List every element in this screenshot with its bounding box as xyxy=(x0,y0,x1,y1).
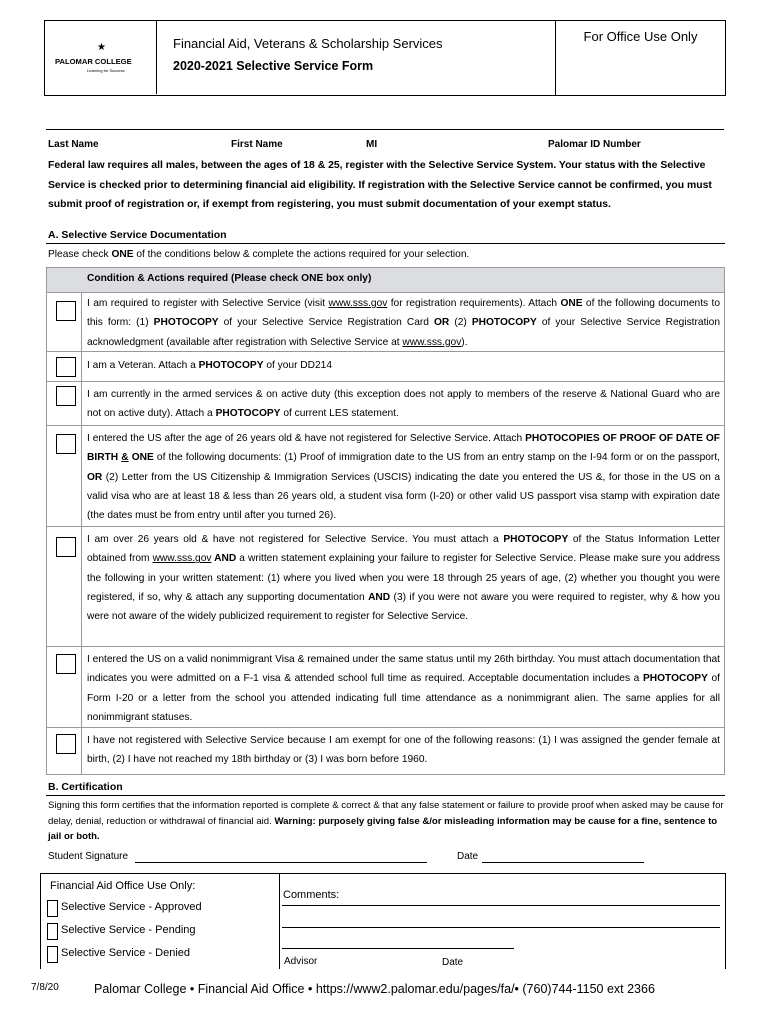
condition-row-veteran xyxy=(47,352,724,382)
pending-checkbox[interactable] xyxy=(47,923,58,940)
conditions-table-header: Condition & Actions required (Please check ONE box only) xyxy=(47,268,724,293)
fa-office-title: Financial Aid Office Use Only: xyxy=(50,880,196,892)
first-name-label: First Name xyxy=(231,139,283,150)
condition-text-1: I am required to register with Selective Service (visit www.sss.gov for registration requirements). Attach ONE of the following documents to this form: (1) PHOTOCOPY of your Selective Service Registration Card OR (2) PHOTOCOPY of your Selective Service Registration acknowledgment (available after registration with Selective Service at www.sss.gov). xyxy=(87,298,720,348)
section-a-rule xyxy=(46,243,725,244)
comments-line-1[interactable] xyxy=(282,905,720,906)
condition-row-active-duty xyxy=(47,382,724,426)
condition-text-7: I have not registered with Selective Service because I am exempt for one of the following reasons: (1) I was assigned the gender female at birth, (2) I have not reached my 18th birthday or (3) I was born before 1960. xyxy=(87,735,720,766)
approved-checkbox[interactable] xyxy=(47,900,58,917)
mi-label: MI xyxy=(366,139,378,150)
logo-name: PALOMAR COLLEGE xyxy=(55,57,132,66)
federal-notice: Federal law requires all males, between the ages of 18 & 25, register with the Selective Service System. Your status with the Selective Service is checked prior to determining financial aid eligibility. If registration with the Selective Service cannot be confirmed, you must submit proof of registration or, if exempt from registering, you must submit documentation of your exempt status. xyxy=(48,160,712,210)
date-line[interactable] xyxy=(482,862,644,863)
comments-line-2[interactable] xyxy=(282,927,720,928)
name-field-line[interactable] xyxy=(46,129,724,130)
condition-text-6: I entered the US on a valid nonimmigrant Visa & remained under the same status until my 26th birthday. You must attach documentation that indicates you were admitted on a F-1 visa & attended school full time as required. Acceptable documentation includes a PHOTOCOPY of Form I-20 or a letter from the school you attended indicating full time attendance as a nonimmigrant alien. The same applies for all nonimmigrant statuses. xyxy=(87,654,720,723)
svg-text:★: ★ xyxy=(97,42,106,53)
sss-link[interactable]: www.sss.gov xyxy=(152,553,212,565)
form-title: 2020-2021 Selective Service Form xyxy=(173,59,374,73)
condition-checkbox-7[interactable] xyxy=(56,734,76,754)
section-b-title: B. Certification xyxy=(48,781,123,793)
department-name: Financial Aid, Veterans & Scholarship Services xyxy=(173,36,443,51)
fa-office-use-box: Financial Aid Office Use Only: Selective Service - Approved Selective Service - Pending Selective Service - Denied xyxy=(40,873,280,969)
conditions-table xyxy=(46,267,725,775)
revision-date: 7/8/20 xyxy=(31,982,59,993)
condition-checkbox-1[interactable] xyxy=(56,301,76,321)
condition-text-3: I am currently in the armed services & on active duty (this exception does not apply to members of the reserve & National Guard who are not on active duty). Attach a PHOTOCOPY of current LES statement. xyxy=(87,389,720,420)
condition-checkbox-4[interactable] xyxy=(56,434,76,454)
sss-link[interactable]: www.sss.gov xyxy=(328,298,388,309)
certification-warning: Warning: purposely giving false &/or misleading information may be cause for a fine, sentence to jail or both. xyxy=(48,815,718,842)
section-a-instructions: Please check ONE of the conditions below & complete the actions required for your selection. xyxy=(48,249,470,260)
denied-checkbox[interactable] xyxy=(47,946,58,963)
logo-tagline: Learning for Success xyxy=(87,68,125,73)
condition-text-5: I am over 26 years old & have not registered for Selective Service. You must attach a PHOTOCOPY of the Status Information Letter obtained from www.sss.gov AND a written statement explaining your failure to register for Selective Service. Please make sure you address the following in your written statement: (1) where you lived when you were 18 through 25 years of age, (2) whether you thought you were registered, if so, why & attach any supporting documentation AND (3) if you were not aware you were required to register, why & how you were not aware of the widely publicized requirement to register for Selective Service. xyxy=(87,534,720,623)
certification-text: Signing this form certifies that the information reported is complete & correct & that any false statement or failure to provide proof when asked may be cause for delay, denial, reduction or withdrawal of financial aid. Warning: purposely giving false &/or misleading information may be cause for a fine, sentence to jail or both. xyxy=(48,800,724,842)
logo-cell xyxy=(45,21,157,94)
condition-row-over-26 xyxy=(47,527,724,647)
condition-checkbox-3[interactable] xyxy=(56,386,76,406)
condition-checkbox-6[interactable] xyxy=(56,654,76,674)
advisor-line[interactable] xyxy=(282,948,514,949)
condition-row-entered-after-26 xyxy=(47,426,724,527)
office-use-label: For Office Use Only xyxy=(583,29,698,44)
condition-text-4: I entered the US after the age of 26 years old & have not registered for Selective Service. Attach PHOTOCOPIES OF PROOF OF DATE OF BIRTH & ONE of the following documents: (1) Proof of immigration date to the US from an entry stamp on the I-94 form or on the passport, OR (2) Letter from the US Citizenship & Immigration Services (USCIS) indicating the date you entered the US &, for those in the US on a valid visa who are at least 18 & less than 26 years old, a student visa form (I-20) or other valid US passport visa stamp with expiration date (the dates must be from entry until after you turned 26). xyxy=(87,433,720,522)
comments-box xyxy=(280,873,726,969)
condition-row-nonimmigrant xyxy=(47,647,724,728)
section-b-rule xyxy=(46,795,725,796)
condition-text-2: I am a Veteran. Attach a PHOTOCOPY of your DD214 xyxy=(87,360,333,371)
condition-row-exempt xyxy=(47,728,724,775)
student-signature-label: Student Signature xyxy=(48,851,129,862)
condition-checkbox-2[interactable] xyxy=(56,357,76,377)
condition-checkbox-5[interactable] xyxy=(56,537,76,557)
date-label: Date xyxy=(457,851,479,862)
header-box xyxy=(44,20,556,96)
advisor-date-label: Date xyxy=(442,957,464,968)
office-use-box xyxy=(556,20,726,96)
comments-label: Comments: xyxy=(283,889,340,901)
palomar-logo xyxy=(53,39,149,77)
palomar-id-label: Palomar ID Number xyxy=(548,139,641,150)
student-signature-line[interactable] xyxy=(135,862,427,863)
advisor-label: Advisor xyxy=(284,956,318,967)
sss-link[interactable]: www.sss.gov xyxy=(402,336,462,348)
footer-contact: Palomar College • Financial Aid Office • https://www2.palomar.edu/pages/fa/• (760)744-1150 ext 2366 xyxy=(94,982,655,996)
condition-row-register xyxy=(47,293,724,352)
section-a-title: A. Selective Service Documentation xyxy=(48,229,227,241)
last-name-label: Last Name xyxy=(48,139,99,150)
